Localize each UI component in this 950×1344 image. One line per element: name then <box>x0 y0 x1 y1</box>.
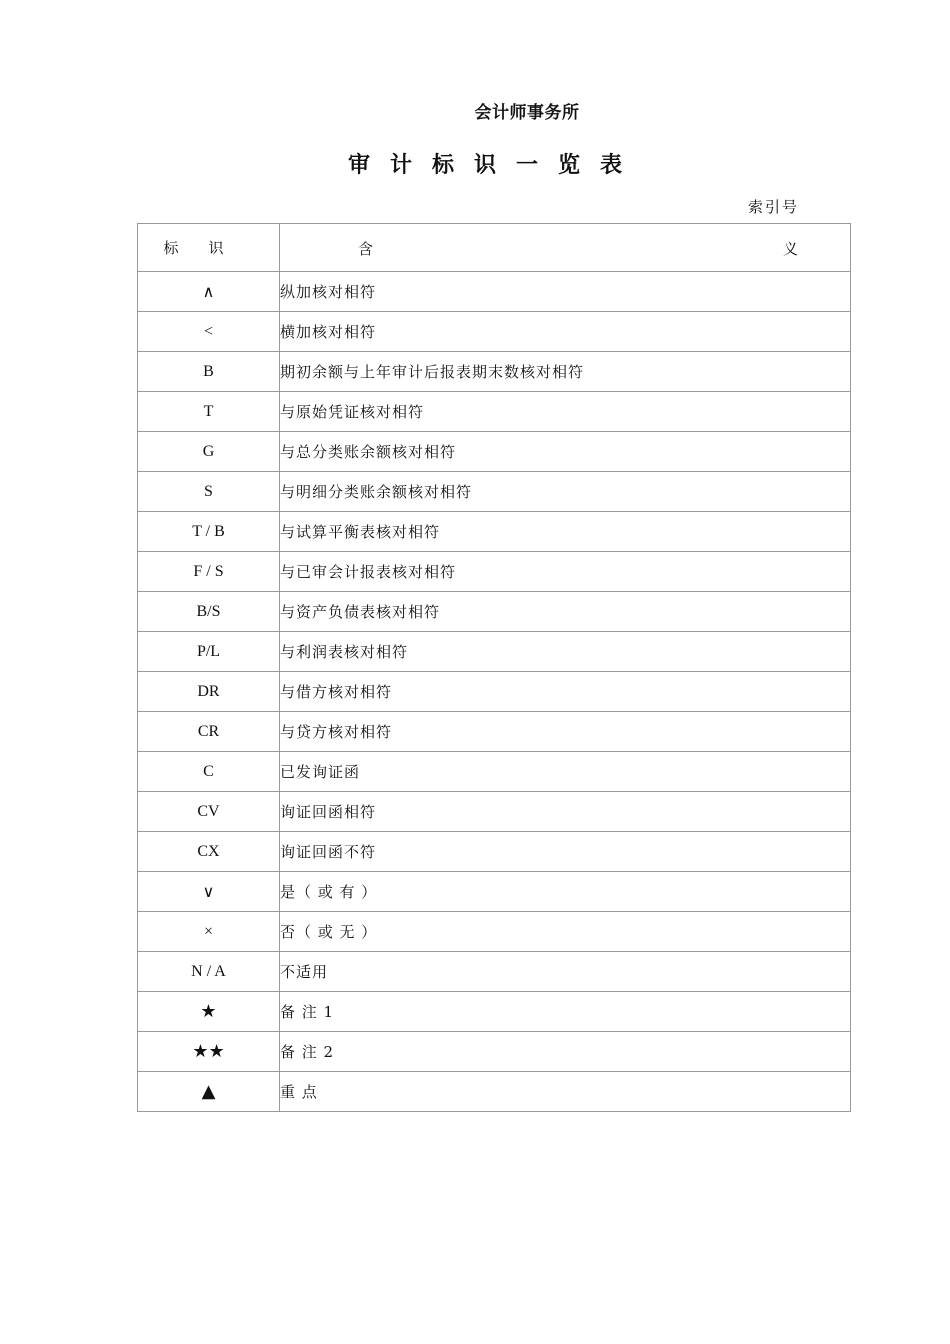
symbol-cell: S <box>138 472 280 512</box>
table-row <box>138 272 851 312</box>
meaning-cell: 询证回函相符 <box>280 792 851 832</box>
page-title: 审计标识一览表 <box>347 153 642 178</box>
firm-name: 会计师事务所 <box>474 103 580 123</box>
symbol-cell: < <box>138 312 280 352</box>
meaning-cell: 询证回函不符 <box>280 832 851 872</box>
symbol-cell: CV <box>138 792 280 832</box>
symbol-cell: G <box>138 432 280 472</box>
meaning-cell: 与借方核对相符 <box>280 672 851 712</box>
triangle-icon: ▲ <box>138 1072 280 1112</box>
symbol-cell: T <box>138 392 280 432</box>
table-row <box>138 872 851 912</box>
symbol-cell: ∨ <box>138 872 280 912</box>
table-row <box>138 952 851 992</box>
table-row <box>138 632 851 672</box>
symbol-cell: N / A <box>138 952 280 992</box>
meaning-cell: 与已审会计报表核对相符 <box>280 552 851 592</box>
meaning-cell: 与资产负债表核对相符 <box>280 592 851 632</box>
meaning-cell: 是（ 或 有 ） <box>280 872 851 912</box>
meaning-cell: 与总分类账余额核对相符 <box>280 432 851 472</box>
table-row <box>138 712 851 752</box>
symbol-cell: DR <box>138 672 280 712</box>
meaning-cell: 重 点 <box>280 1072 851 1112</box>
symbol-cell: B/S <box>138 592 280 632</box>
table-row <box>138 432 851 472</box>
meaning-cell: 与试算平衡表核对相符 <box>280 512 851 552</box>
symbol-cell: ∧ <box>138 272 280 312</box>
table-row <box>138 672 851 712</box>
symbol-cell: P/L <box>138 632 280 672</box>
table-header-row <box>138 224 851 272</box>
table-row <box>138 392 851 432</box>
meaning-cell: 备 注 2 <box>280 1032 851 1072</box>
symbol-cell: F / S <box>138 552 280 592</box>
meaning-cell: 期初余额与上年审计后报表期末数核对相符 <box>280 352 851 392</box>
audit-symbols-table <box>137 223 851 1112</box>
column-header-meaning-left: 含 <box>358 240 374 258</box>
table-row <box>138 592 851 632</box>
symbol-cell: CR <box>138 712 280 752</box>
table-body <box>138 272 851 1112</box>
meaning-cell: 纵加核对相符 <box>280 272 851 312</box>
table-row <box>138 472 851 512</box>
table-row <box>138 752 851 792</box>
table-row <box>138 312 851 352</box>
column-header-symbol: 标识 <box>138 224 280 272</box>
meaning-cell: 备 注 1 <box>280 992 851 1032</box>
table-row <box>138 832 851 872</box>
meaning-cell: 与原始凭证核对相符 <box>280 392 851 432</box>
star-icon: ★ <box>138 992 280 1032</box>
symbol-cell: C <box>138 752 280 792</box>
meaning-cell: 横加核对相符 <box>280 312 851 352</box>
column-header-meaning <box>280 224 851 272</box>
meaning-cell: 与贷方核对相符 <box>280 712 851 752</box>
table-row <box>138 512 851 552</box>
meaning-cell: 与明细分类账余额核对相符 <box>280 472 851 512</box>
column-header-meaning-right: 义 <box>782 240 798 258</box>
symbol-cell: T / B <box>138 512 280 552</box>
double-star-icon: ★★ <box>138 1032 280 1072</box>
index-number-label: 索引号 <box>747 198 799 216</box>
table-row <box>138 792 851 832</box>
table-row <box>138 1032 851 1072</box>
meaning-cell: 否（ 或 无 ） <box>280 912 851 952</box>
table-row <box>138 992 851 1032</box>
meaning-cell: 已发询证函 <box>280 752 851 792</box>
table-row <box>138 912 851 952</box>
table-row <box>138 552 851 592</box>
symbol-cell: CX <box>138 832 280 872</box>
table-row <box>138 352 851 392</box>
meaning-cell: 与利润表核对相符 <box>280 632 851 672</box>
table-row <box>138 1072 851 1112</box>
meaning-cell: 不适用 <box>280 952 851 992</box>
symbol-cell: × <box>138 912 280 952</box>
symbol-cell: B <box>138 352 280 392</box>
